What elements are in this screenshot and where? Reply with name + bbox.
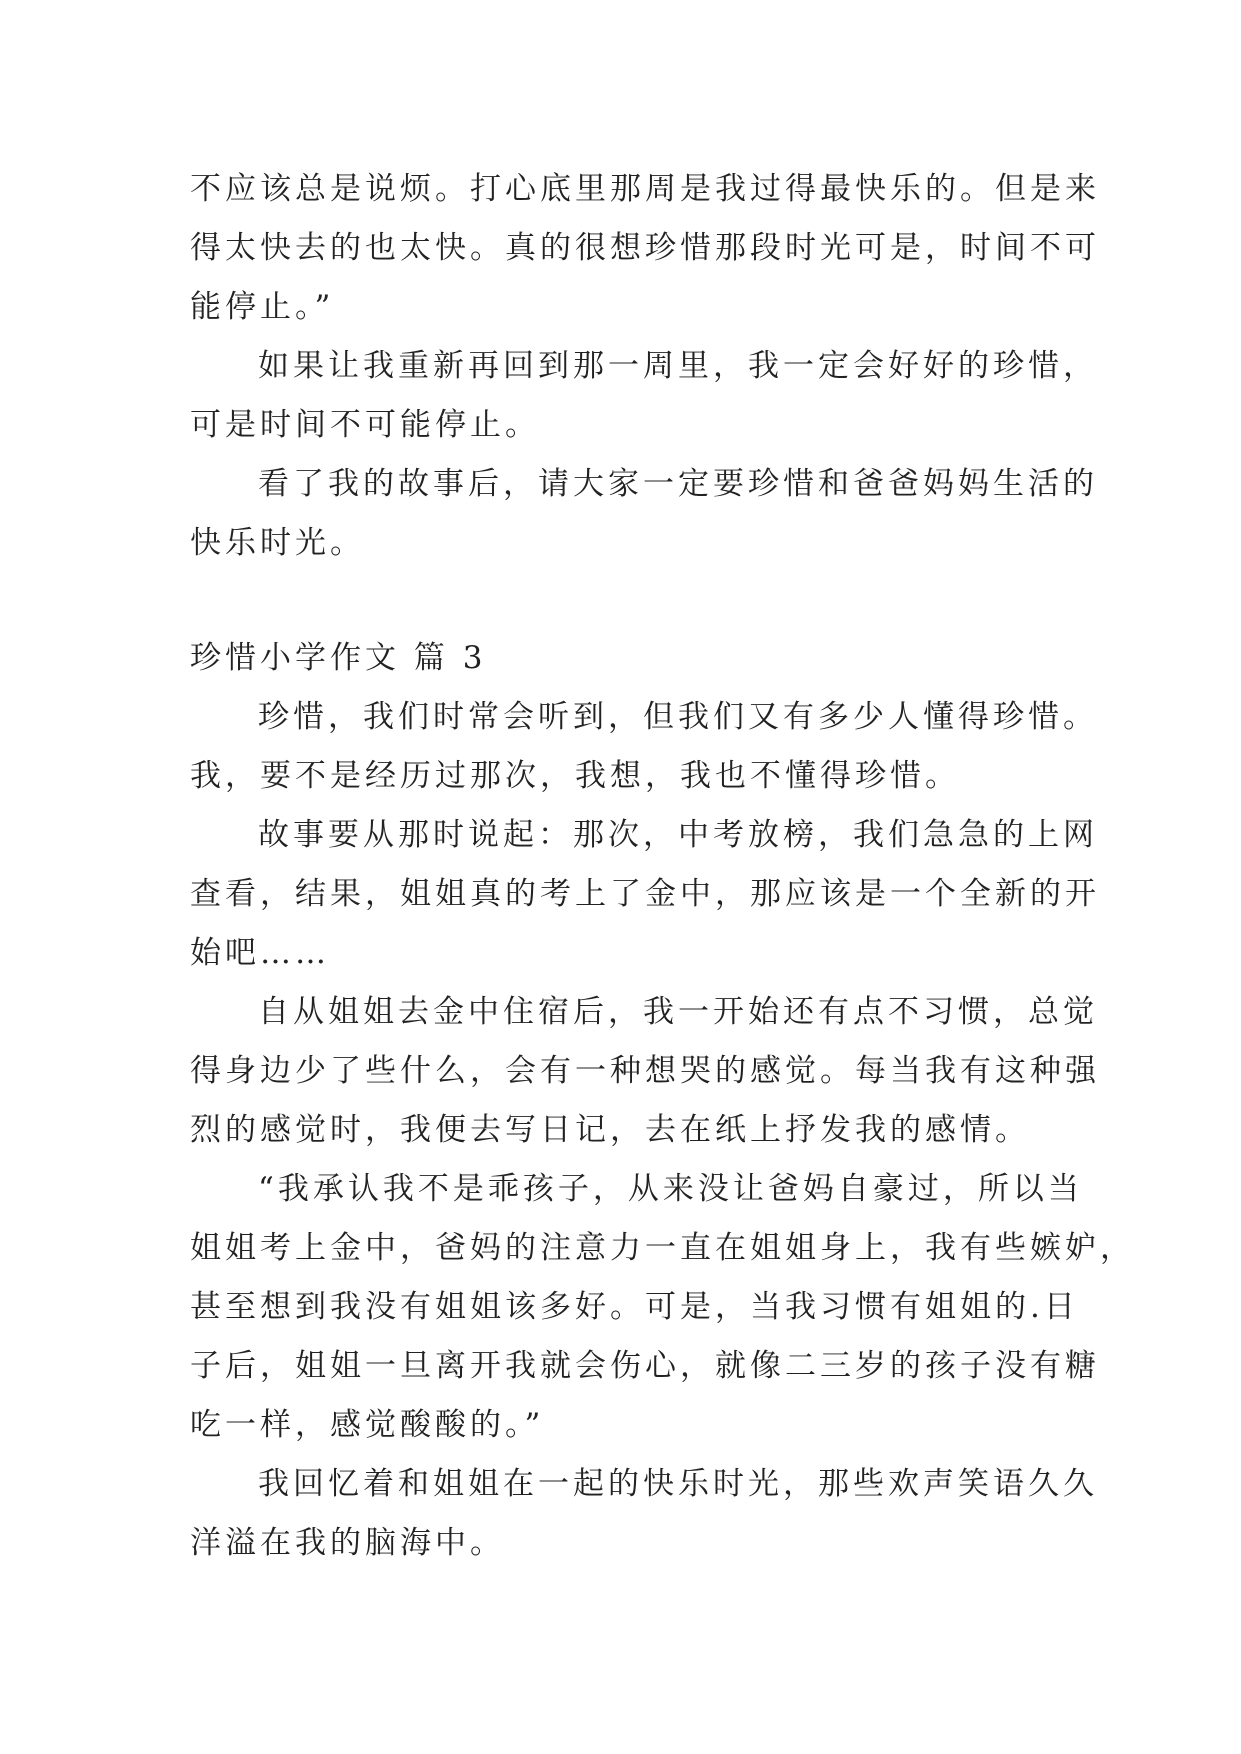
paragraph-line: 故事要从那时说起：那次，中考放榜，我们急急的上网 [258,817,1098,853]
paragraph-line: 子后，姐姐一旦离开我就会伤心，就像二三岁的孩子没有糖 [190,1348,1100,1384]
paragraph-line: 姐姐考上金中，爸妈的注意力一直在姐姐身上，我有些嫉妒， [190,1230,1135,1266]
paragraph-line: 如果让我重新再回到那一周里，我一定会好好的珍惜， [258,348,1098,384]
paragraph-3 [190,455,1098,573]
paragraph-4 [190,688,1098,806]
paragraph-line: 能停止。” [190,289,335,325]
paragraph-line: 快乐时光。 [190,525,365,561]
paragraph-line: 得身边少了些什么，会有一种想哭的感觉。每当我有这种强 [190,1053,1100,1089]
paragraph-line: 洋溢在我的脑海中。 [190,1525,505,1561]
section-heading: 珍惜小学作文 篇 3 [190,640,487,676]
paragraph-2 [190,337,1098,455]
paragraph-line: 始吧…… [190,935,330,971]
paragraph-1 [190,160,1100,337]
paragraph-line: “我承认我不是乖孩子，从来没让爸妈自豪过，所以当 [258,1171,1083,1207]
document-body [190,160,1135,1573]
paragraph-line: 看了我的故事后，请大家一定要珍惜和爸爸妈妈生活的 [258,466,1098,502]
paragraph-line: 珍惜，我们时常会听到，但我们又有多少人懂得珍惜。 [258,699,1098,735]
paragraph-line: 可是时间不可能停止。 [190,407,540,443]
paragraph-line: 得太快去的也太快。真的很想珍惜那段时光可是，时间不可 [190,230,1100,266]
paragraph-7 [190,1160,1135,1455]
paragraph-line: 烈的感觉时，我便去写日记，去在纸上抒发我的感情。 [190,1112,1030,1148]
paragraph-line: 吃一样，感觉酸酸的。” [190,1407,545,1443]
paragraph-line: 我回忆着和姐姐在一起的快乐时光，那些欢声笑语久久 [258,1466,1098,1502]
section-spacer [190,573,1070,629]
paragraph-line: 甚至想到我没有姐姐该多好。可是，当我习惯有姐姐的.日 [190,1289,1079,1325]
paragraph-line: 我，要不是经历过那次，我想，我也不懂得珍惜。 [190,758,960,794]
paragraph-6 [190,983,1100,1160]
paragraph-line: 查看，结果，姐姐真的考上了金中，那应该是一个全新的开 [190,876,1100,912]
paragraph-5 [190,806,1100,983]
paragraph-line: 不应该总是说烦。打心底里那周是我过得最快乐的。但是来 [190,171,1100,207]
paragraph-line: 自从姐姐去金中住宿后，我一开始还有点不习惯，总觉 [258,994,1098,1030]
paragraph-8 [190,1455,1098,1573]
